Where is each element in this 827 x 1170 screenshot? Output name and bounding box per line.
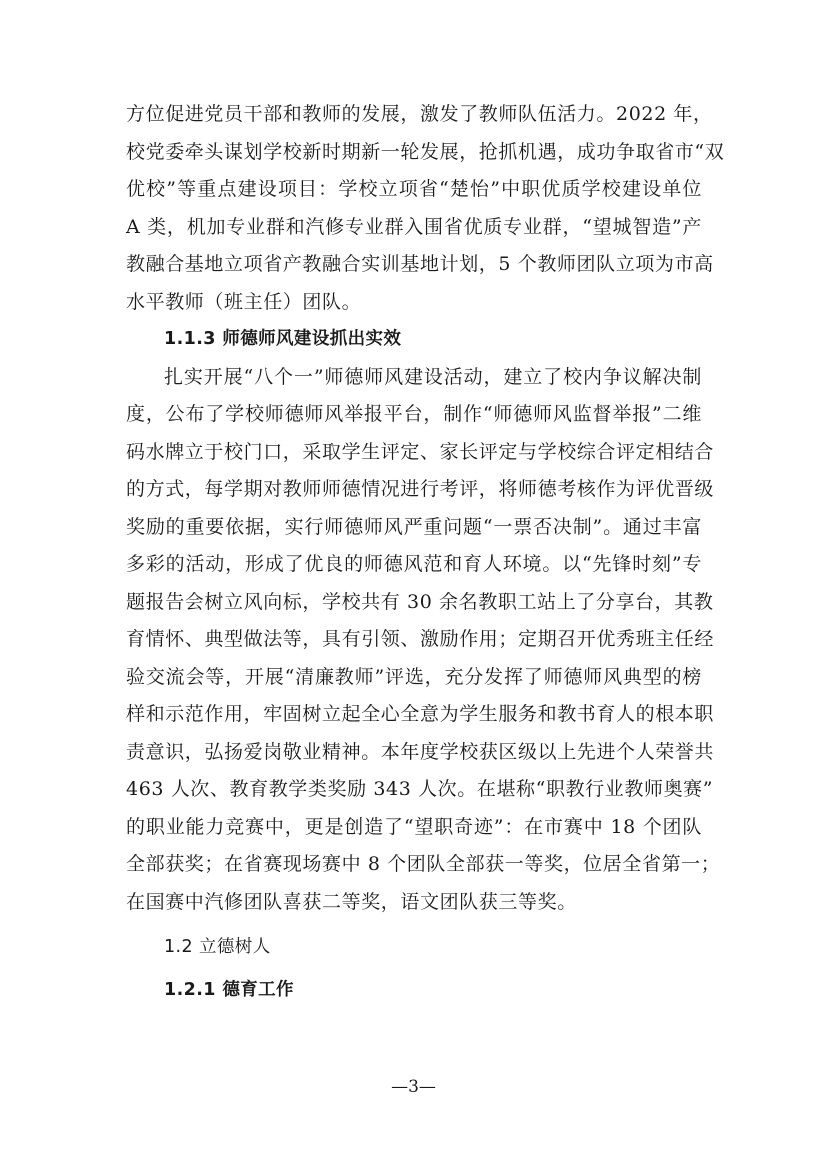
text-line: 度，公布了学校师德师风举报平台，制作“师德师风监督举报”二维 — [126, 403, 702, 425]
text-line: 在国赛中汽修团队喜获二等奖，语文团队获三等奖。 — [126, 890, 577, 913]
text-line: 方位促进党员干部和教师的发展，激发了教师队伍活力。2022 年， — [126, 103, 713, 125]
text-line: 的方式，每学期对教师师德情况进行考评，将师德考核作为评优晋级 — [126, 478, 715, 500]
page-number: —3— — [391, 1077, 436, 1097]
section-heading-1-1-3: 1.1.3 师德师风建设抓出实效 — [164, 329, 402, 349]
text-line: 验交流会等，开展“清廉教师”评选，充分发挥了师德师风典型的榜 — [126, 665, 702, 688]
text-line: 扎实开展“八个一”师德师风建设活动，建立了校内争议解决制 — [164, 365, 702, 388]
text-line: 的职业能力竞赛中，更是创造了“望职奇迹”：在市赛中 18 个团队 — [126, 815, 702, 838]
text-line: 样和示范作用，牢固树立起全心全意为学生服务和教书育人的根本职 — [126, 703, 715, 725]
text-line: 教融合基地立项省产教融合实训基地计划，5 个教师团队立项为市高 — [126, 253, 714, 275]
text-line: 多彩的活动，形成了优良的师德风范和育人环境。以“先锋时刻”专 — [126, 553, 702, 575]
text-line: A 类，机加专业群和汽修专业群入围省优质专业群，“望城智造”产 — [126, 215, 702, 238]
text-line: 水平教师（班主任）团队。 — [126, 290, 362, 313]
paragraph-1 — [126, 96, 725, 321]
section-heading-1-2-1: 1.2.1 德育工作 — [164, 979, 294, 1000]
text-line: 题报告会树立风向标，学校共有 30 余名教职工站上了分享台，其教 — [126, 590, 714, 613]
text-line: 责意识，弘扬爱岗敬业精神。本年度学校获区级以上先进个人荣誉共 — [126, 740, 715, 763]
text-line: 育情怀、典型做法等，具有引领、激励作用；定期召开优秀班主任经 — [126, 628, 715, 650]
text-line: 优校”等重点建设项目：学校立项省“楚怡”中职优质学校建设单位 — [126, 178, 702, 200]
section-heading-1-2: 1.2 立德树人 — [164, 937, 271, 957]
text-line: 校党委牵头谋划学校新时期新一轮发展，抢抓机遇，成功争取省市“双 — [126, 140, 725, 163]
text-line: 463 人次、教育教学类奖励 343 人次。在堪称“职教行业教师奥赛” — [126, 778, 714, 800]
text-line: 奖励的重要依据，实行师德师风严重问题“一票否决制”。通过丰富 — [126, 515, 702, 538]
paragraph-2 — [126, 359, 721, 922]
document-page — [126, 96, 725, 1009]
text-line: 全部获奖；在省赛现场赛中 8 个团队全部获一等奖，位居全省第一； — [126, 853, 721, 875]
text-line: 码水牌立于校门口，采取学生评定、家长评定与学校综合评定相结合 — [126, 440, 715, 463]
